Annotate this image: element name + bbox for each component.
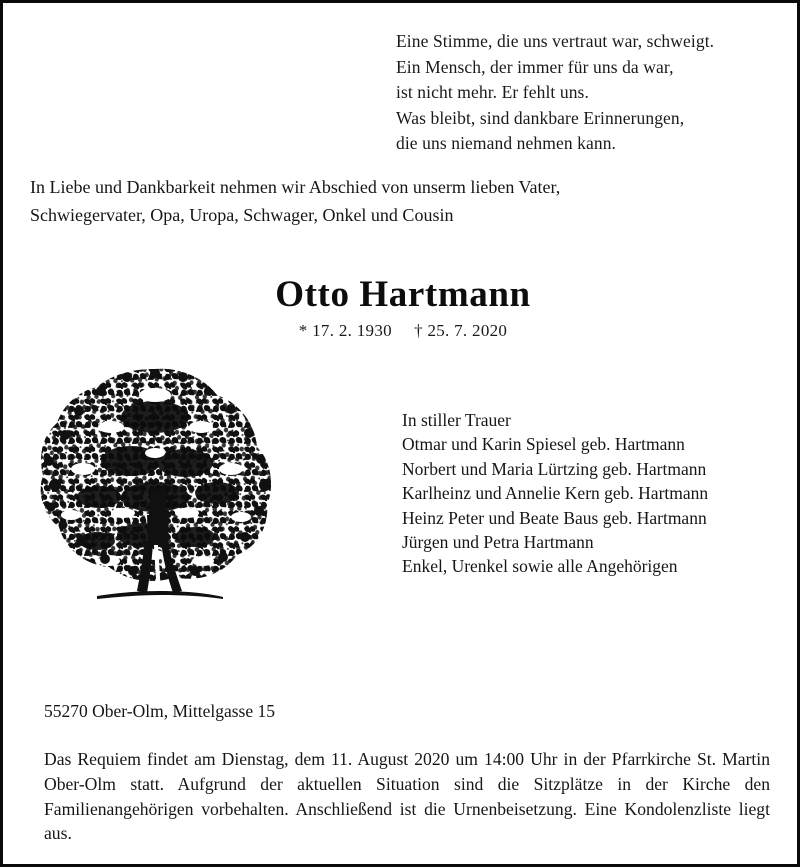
verse-line-4: Was bleibt, sind dankbare Erinnerungen,: [396, 107, 685, 128]
verse-line-1: Eine Stimme, die uns vertraut war, schweigt.: [396, 31, 715, 51]
deceased-name: Otto Hartmann: [275, 274, 531, 315]
mourner-line-2: Norbert und Maria Lürtzing geb. Hartmann: [402, 458, 707, 479]
mourner-line-3: Karlheinz und Annelie Kern geb. Hartmann: [402, 483, 709, 504]
death-date: 25. 7. 2020: [427, 321, 508, 340]
deceased-block: [3, 274, 800, 342]
verse-line-2: Ein Mensch, der immer für uns da war,: [396, 56, 674, 77]
mourner-line-6: Enkel, Urenkel sowie alle Angehörigen: [402, 556, 678, 577]
birth-symbol-icon: *: [298, 321, 308, 340]
address-line: 55270 Ober-Olm, Mittelgasse 15: [44, 701, 276, 721]
deceased-dates: [3, 320, 800, 342]
tree-icon: [35, 365, 275, 623]
memorial-verse: [396, 29, 786, 157]
mourner-line-1: Otmar und Karin Spiesel geb. Hartmann: [402, 434, 685, 455]
mourners-block: [402, 408, 782, 579]
verse-line-5: die uns niemand nehmen kann.: [396, 133, 617, 154]
requiem-details: Das Requiem findet am Dienstag, dem 11. August 2020 um 14:00 Uhr in der Pfarrkirche St. Martin Ober-Olm statt. Aufgrund der aktuellen Situation sind die Sitzplätze in der Kirche den Familienangehörigen vorbehalten. Anschließend ist die Urnenbeisetzung. Eine Kondolenzliste liegt aus.: [44, 749, 770, 844]
mourner-line-5: Jürgen und Petra Hartmann: [402, 532, 594, 553]
farewell-line-1: In Liebe und Dankbarkeit nehmen wir Abschied von unserm lieben Vater,: [30, 177, 561, 197]
mourner-line-4: Heinz Peter und Beate Baus geb. Hartmann: [402, 507, 707, 528]
mourners-heading: In stiller Trauer: [402, 410, 511, 430]
verse-line-3: ist nicht mehr. Er fehlt uns.: [396, 82, 589, 103]
farewell-statement: [30, 173, 690, 229]
farewell-line-2: Schwiegervater, Opa, Uropa, Schwager, Onkel und Cousin: [30, 205, 454, 225]
birth-date: 17. 2. 1930: [312, 321, 392, 340]
death-symbol-icon: †: [414, 321, 423, 340]
